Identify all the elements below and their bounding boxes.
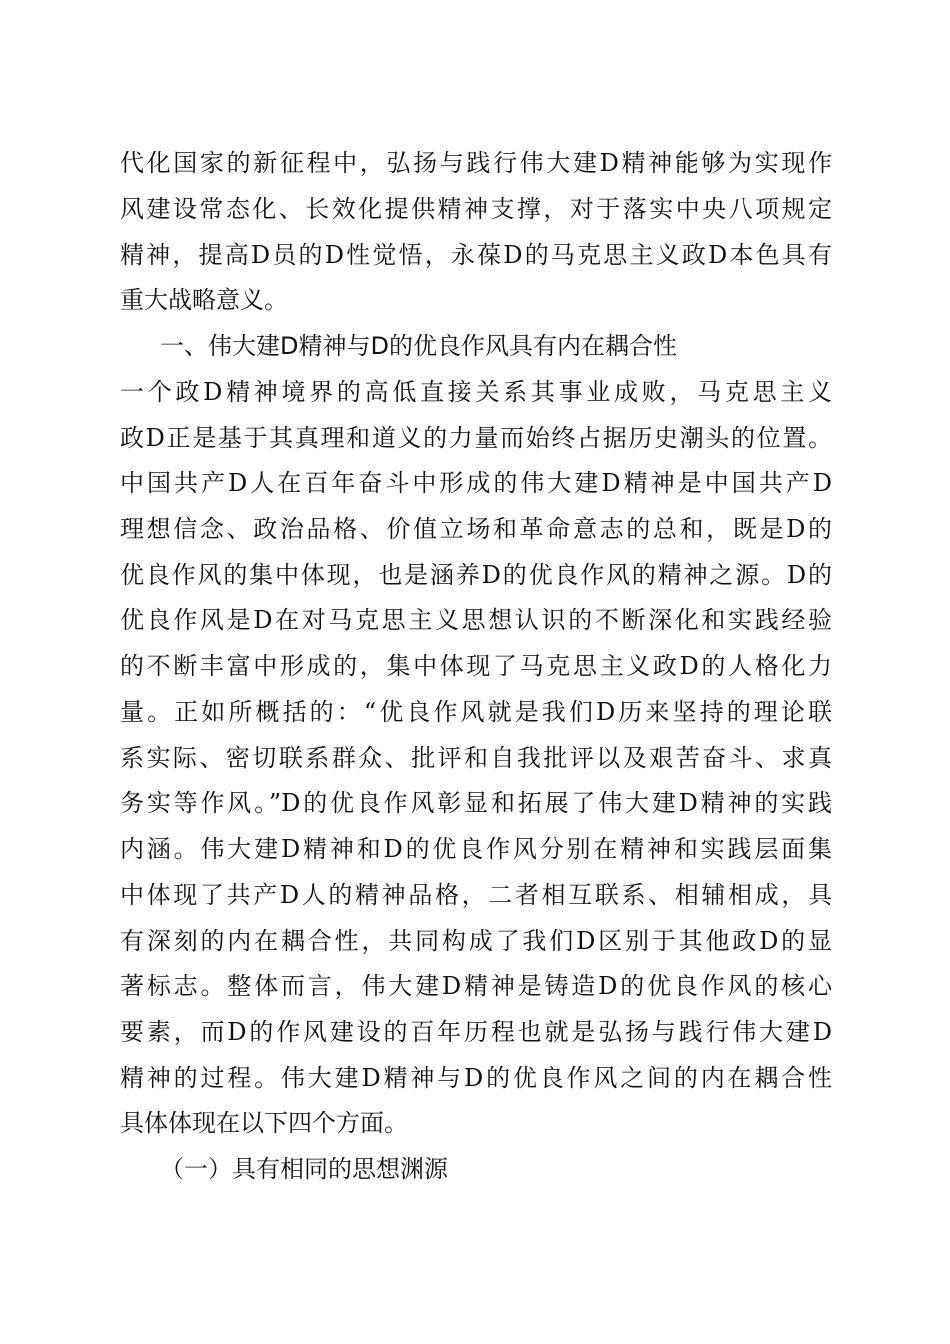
- intro-line-4: 重大战略意义。: [120, 286, 288, 314]
- body-line-12: 中体现了共产D人的精神品格，二者相互联系、相辅相成，具: [120, 881, 832, 909]
- section-heading: 一、伟大建D精神与D的优良作风具有内在耦合性: [160, 332, 677, 360]
- body-line-7: 的不断丰富中形成的，集中体现了马克思主义政D的人格化力: [120, 652, 832, 680]
- body-line-8: 量。正如所概括的：“优良作风就是我们D历来坚持的理论联: [120, 698, 832, 726]
- body-line-13: 有深刻的内在耦合性，共同构成了我们D区别于其他政D的显: [120, 927, 832, 955]
- body-line-4: 理想信念、政治品格、价值立场和革命意志的总和，既是D的: [120, 515, 832, 543]
- body-line-17: 具体体现在以下四个方面。: [120, 1109, 408, 1137]
- body-line-11: 内涵。伟大建D精神和D的优良作风分别在精神和实践层面集: [120, 835, 832, 863]
- body-line-14: 著标志。整体而言，伟大建D精神是铸造D的优良作风的核心: [120, 972, 832, 1000]
- body-line-16: 精神的过程。伟大建D精神与D的优良作风之间的内在耦合性: [120, 1064, 832, 1092]
- subsection-heading: （一）具有相同的思想渊源: [160, 1155, 448, 1183]
- body-line-6: 优良作风是D在对马克思主义思想认识的不断深化和实践经验: [120, 606, 832, 634]
- body-line-1: 一个政D精神境界的高低直接关系其事业成败，马克思主义: [120, 378, 832, 406]
- intro-line-1: 代化国家的新征程中，弘扬与践行伟大建D精神能够为实现作: [120, 149, 832, 177]
- body-line-5: 优良作风的集中体现，也是涵养D的优良作风的精神之源。D的: [120, 561, 832, 589]
- body-line-9: 系实际、密切联系群众、批评和自我批评以及艰苦奋斗、求真: [120, 744, 832, 772]
- body-line-10: 务实等作风。”D的优良作风彰显和拓展了伟大建D精神的实践: [120, 789, 832, 817]
- intro-line-3: 精神，提高D员的D性觉悟，永葆D的马克思主义政D本色具有: [120, 241, 832, 269]
- body-line-3: 中国共产D人在百年奋斗中形成的伟大建D精神是中国共产D: [120, 469, 832, 497]
- intro-line-2: 风建设常态化、长效化提供精神支撑，对于落实中央八项规定: [120, 195, 832, 223]
- body-line-15: 要素，而D的作风建设的百年历程也就是弘扬与践行伟大建D: [120, 1018, 832, 1046]
- body-line-2: 政D正是基于其真理和道义的力量而始终占据历史潮头的位置。: [120, 424, 832, 452]
